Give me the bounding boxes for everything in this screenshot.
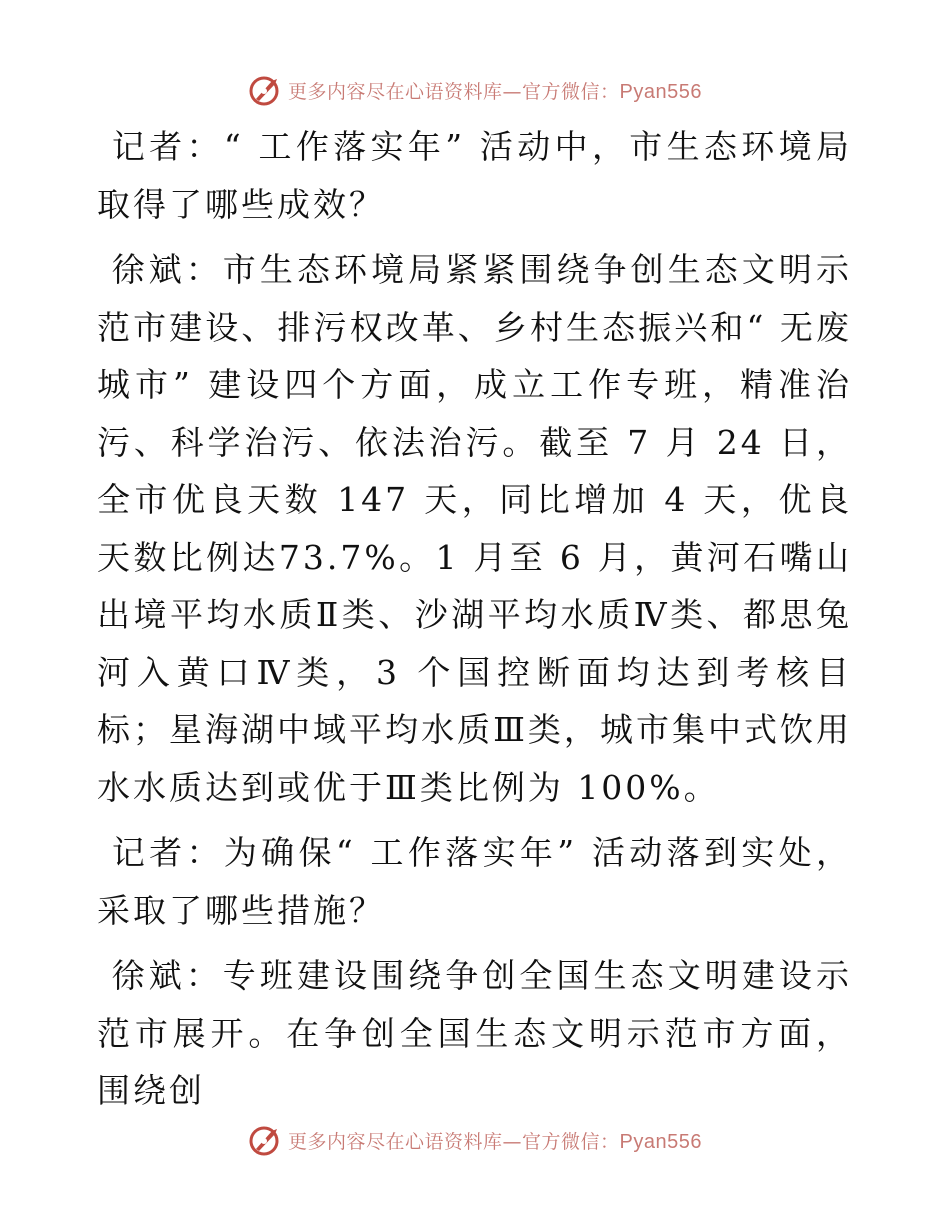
paragraph-question-2: 记者：为确保“ 工作落实年” 活动落到实处，采取了哪些措施？ [97,833,852,930]
watermark-text: 更多内容尽在心语资料库—官方微信：Pyan556 [288,1130,702,1153]
watermark-wechat-id: Pyan556 [619,80,702,103]
watermark-text: 更多内容尽在心语资料库—官方微信：Pyan556 [288,80,702,103]
footer-watermark [0,1120,950,1160]
pen-logo-icon [248,73,282,107]
pen-logo-icon [248,1123,282,1157]
document-body [97,118,852,1120]
paragraph-question-1: 记者：“ 工作落实年” 活动中，市生态环境局取得了哪些成效？ [97,127,852,224]
header-watermark [0,70,950,110]
paragraph-answer-2: 徐斌：专班建设围绕争创全国生态文明建设示范市展开。在争创全国生态文明示范市方面，围绕创 [97,956,853,1110]
paragraph-answer-1: 徐斌：市生态环境局紧紧围绕争创生态文明示范市建设、排污权改革、乡村生态振兴和“ 无废城市” 建设四个方面，成立工作专班，精准治污、科学治污、依法治污。截至 7 月 24 日，全市优良天数 147 天，同比增加 4 天，优良天数比例达73.7%。1 月至 6 月，黄河石嘴山出境平均水质Ⅱ类、沙湖平均水质Ⅳ类、都思兔河入黄口Ⅳ类，3 个国控断面均达到考核目标；星海湖中域平均水质Ⅲ类，城市集中式饮用水水质达到或优于Ⅲ类比例为 100%。 [97,250,853,807]
watermark-wechat-id: Pyan556 [619,1130,702,1153]
